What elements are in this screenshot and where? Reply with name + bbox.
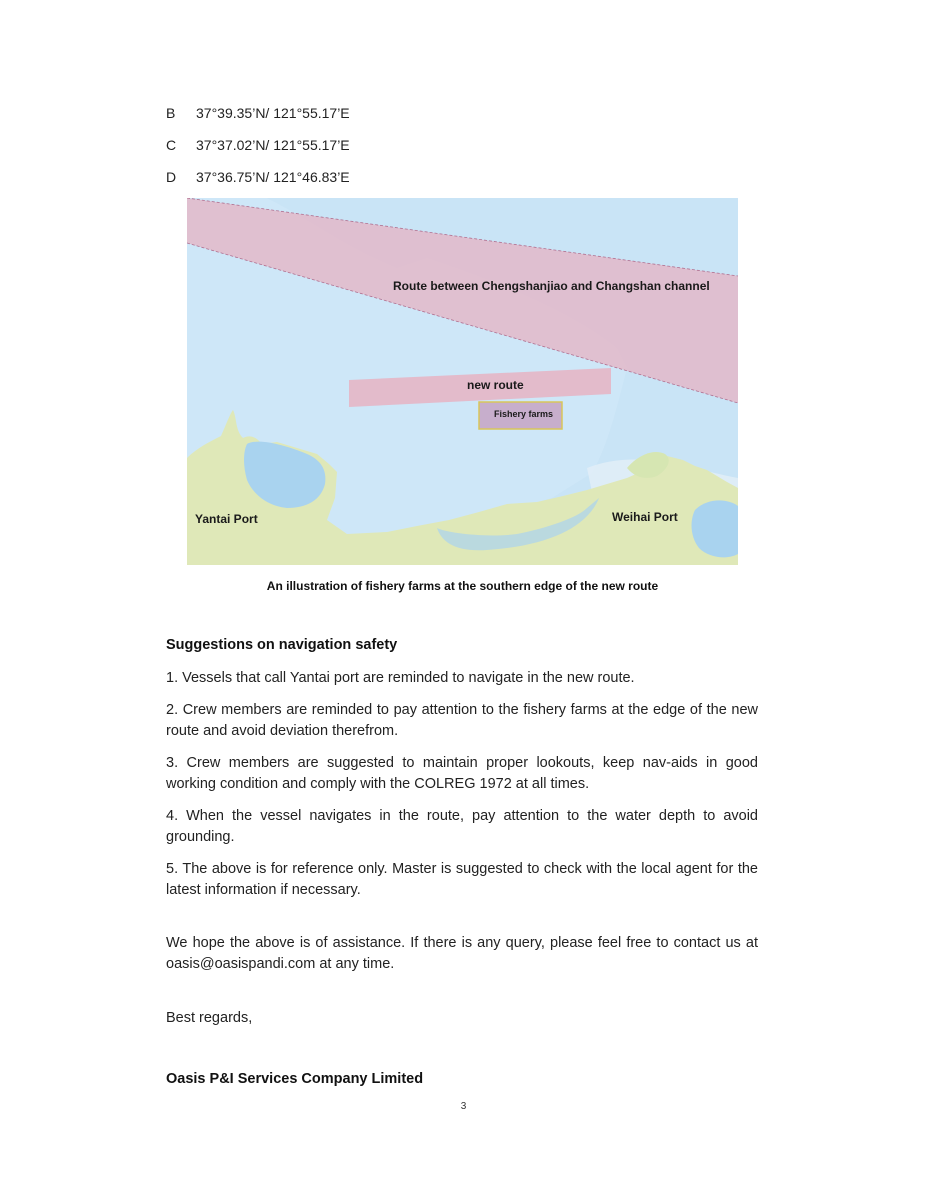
label-fishery-farms: Fishery farms bbox=[494, 409, 554, 419]
coordinate-letter: D bbox=[166, 169, 177, 185]
label-weihai-port: Weihai Port bbox=[612, 510, 678, 524]
suggestion-item-2: 2. Crew members are reminded to pay attention to the fishery farms at the edge of the new route and avoid deviation therefrom. bbox=[166, 702, 758, 739]
coordinate-value: 37°39.35’N/ 121°55.17’E bbox=[196, 105, 350, 121]
coordinate-row-b bbox=[166, 105, 350, 121]
label-yantai-port: Yantai Port bbox=[195, 512, 258, 526]
regards-line: Best regards, bbox=[166, 1010, 253, 1026]
suggestion-item-4: 4. When the vessel navigates in the route, pay attention to the water depth to avoid grounding. bbox=[166, 808, 758, 845]
section-title: Suggestions on navigation safety bbox=[166, 637, 398, 653]
suggestion-item-3: 3. Crew members are suggested to maintain proper lookouts, keep nav-aids in good working condition and comply with the COLREG 1972 at all times. bbox=[166, 755, 758, 792]
coordinate-value: 37°37.02’N/ 121°55.17’E bbox=[196, 137, 350, 153]
label-channel-route: Route between Chengshanjiao and Changshan channel bbox=[393, 279, 710, 293]
label-new-route: new route bbox=[467, 378, 524, 392]
coordinate-row-c bbox=[166, 137, 350, 153]
coordinate-letter: C bbox=[166, 137, 177, 153]
map-caption: An illustration of fishery farms at the southern edge of the new route bbox=[266, 579, 659, 593]
company-name: Oasis P&I Services Company Limited bbox=[166, 1071, 424, 1087]
suggestion-item-5: 5. The above is for reference only. Master is suggested to check with the local agent for the latest information if necessary. bbox=[166, 861, 758, 898]
suggestion-item-1: 1. Vessels that call Yantai port are reminded to navigate in the new route. bbox=[166, 670, 635, 686]
coordinate-letter: B bbox=[166, 105, 176, 121]
coordinate-row-d bbox=[166, 169, 350, 185]
page-number: 3 bbox=[460, 1101, 467, 1112]
coordinate-value: 37°36.75’N/ 121°46.83’E bbox=[196, 169, 350, 185]
closing-paragraph: We hope the above is of assistance. If there is any query, please feel free to contact us at oasis@oasispandi.com at any time. bbox=[166, 935, 758, 972]
route-map bbox=[187, 198, 738, 565]
